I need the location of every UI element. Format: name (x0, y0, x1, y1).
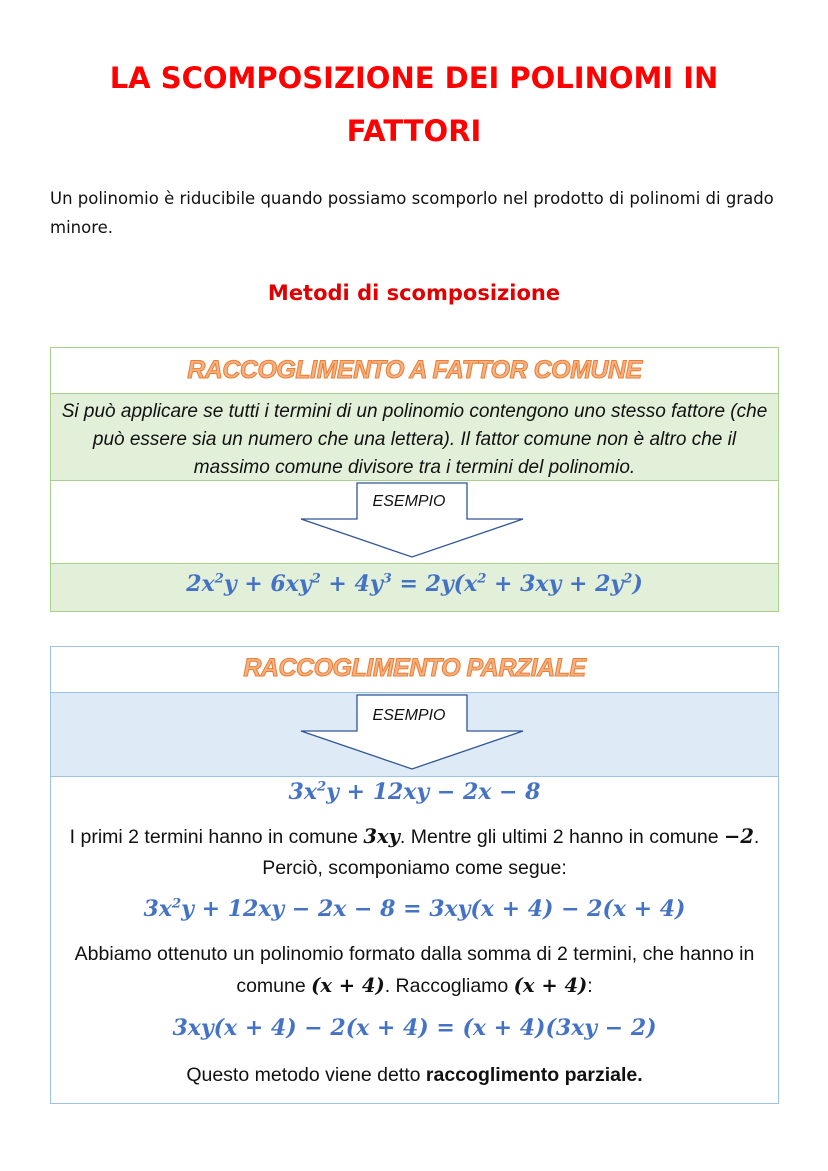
example-label: ESEMPIO (372, 493, 446, 510)
section-heading: Metodi di scomposizione (267, 281, 561, 305)
intro-paragraph: Un polinomio è riducibile quando possiamo scomporlo nel prodotto di polinomi di grado minore. (50, 189, 774, 237)
example-row (51, 481, 778, 564)
example-row (51, 693, 778, 777)
formula-row (51, 564, 778, 611)
explanation-text-2: Abbiamo ottenuto un polinomio formato dalla somma di 2 termini, che hanno in comune (x + 4). Raccogliamo (x + 4): (74, 943, 755, 997)
method-title-row (51, 647, 778, 693)
method-box-fattor-comune (50, 347, 779, 612)
example-formula: $2x^2y + 6xy^2 + 4y^3 = 2y(x^2 + 3xy + 2y^2)$ (186, 571, 643, 597)
title-line-2: FATTORI (346, 114, 482, 148)
down-arrow-icon (299, 693, 525, 771)
formula-step-1: $3x^2y + 12xy - 2x - 8 = 3xy(x + 4) - 2(x + 4)$ (143, 896, 686, 922)
method-box-raccoglimento-parziale (50, 646, 779, 1104)
method-title-row (51, 348, 778, 394)
formula-step-2: 3xy(x + 4) − 2(x + 4) = (x + 4)(3xy − 2) (172, 1015, 657, 1041)
title-line-1: LA SCOMPOSIZIONE DEI POLINOMI IN (109, 61, 719, 95)
conclusion-text: Questo metodo viene detto raccoglimento parziale. (186, 1064, 643, 1086)
method-title: RACCOGLIMENTO A FATTOR COMUNE (187, 356, 642, 384)
page-title (0, 52, 828, 158)
explanation-text-1: I primi 2 termini hanno in comune 3xy. Mentre gli ultimi 2 hanno in comune −2. Perciò, scomponiamo come segue: (69, 825, 760, 879)
method-description-row (51, 394, 778, 481)
example-body (51, 777, 778, 1103)
method-title: RACCOGLIMENTO PARZIALE (243, 654, 586, 682)
formula-polynomial: $3x^2y + 12xy - 2x - 8$ (288, 779, 541, 805)
example-label: ESEMPIO (372, 707, 446, 724)
method-description: Si può applicare se tutti i termini di un polinomio contengono uno stesso fattore (che può essere sia un numero che una lettera). Il fattor comune non è altro che il massimo comune divisore tra i termini del polinomio. (61, 401, 768, 478)
